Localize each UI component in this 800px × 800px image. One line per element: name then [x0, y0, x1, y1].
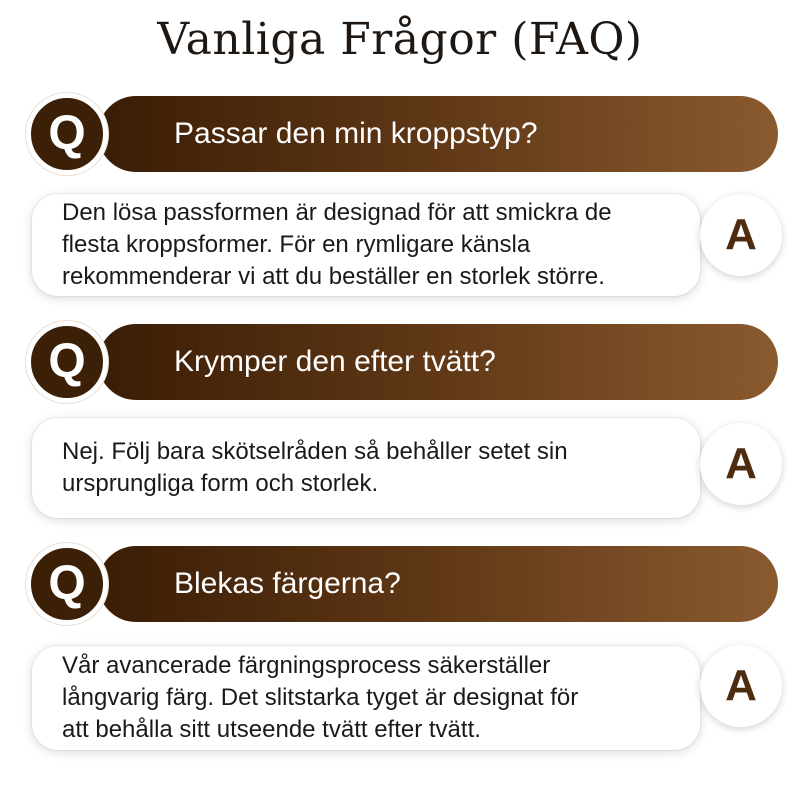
- page-title: Vanliga Frågor (FAQ): [157, 14, 643, 65]
- answer-line: ursprungliga form och storlek.: [62, 470, 379, 497]
- answer-text-2: [62, 436, 568, 500]
- q-badge-3: Q: [26, 543, 108, 625]
- answer-text-3: [62, 650, 578, 746]
- answer-line: Den lösa passformen är designad för att smickra de: [62, 199, 612, 226]
- q-badge-1: Q: [26, 93, 108, 175]
- question-text-1: Passar den min kroppstyp?: [174, 117, 538, 150]
- question-text-2: Krymper den efter tvätt?: [174, 345, 496, 378]
- answer-card-1: [32, 194, 700, 296]
- answer-line: rekommenderar vi att du beställer en storlek större.: [62, 263, 605, 290]
- question-bar-1: [98, 96, 778, 172]
- answer-line: flesta kroppsformer. För en rymligare känsla: [62, 231, 531, 258]
- answer-line: Nej. Följ bara skötselråden så behåller setet sin: [62, 438, 568, 465]
- a-badge-2: A: [700, 423, 782, 505]
- question-text-3: Blekas färgerna?: [174, 567, 401, 600]
- a-badge-1: A: [700, 194, 782, 276]
- answer-card-3: [32, 646, 700, 750]
- a-badge-3: A: [700, 645, 782, 727]
- question-bar-2: [98, 324, 778, 400]
- question-bar-3: [98, 546, 778, 622]
- q-badge-2: Q: [26, 321, 108, 403]
- answer-line: att behålla sitt utseende tvätt efter tvätt.: [62, 716, 481, 743]
- answer-line: långvarig färg. Det slitstarka tyget är designat för: [62, 684, 579, 711]
- answer-line: Vår avancerade färgningsprocess säkerställer: [62, 652, 551, 679]
- answer-text-1: [62, 197, 612, 293]
- answer-card-2: [32, 418, 700, 518]
